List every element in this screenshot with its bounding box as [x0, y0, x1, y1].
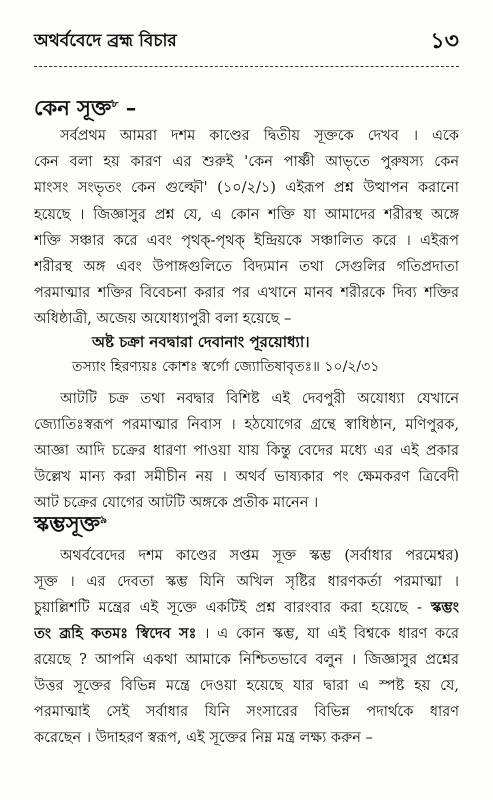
paragraph-line: আট চক্রের যোগের আটটি অঙ্গকে প্রতীক মানেন ।	[34, 495, 319, 511]
paragraph-line	[34, 622, 459, 646]
running-header	[34, 28, 459, 58]
paragraph-line: কেন বলা হয় কারণ এর শুরুই 'কেন পার্ষ্ণী আভৃতে পুরুষস্য কেন	[34, 154, 459, 170]
paragraph-line: আজ্ঞা আদি চক্রের ধারণা পাওয়া যায় কিন্তু বেদের মধ্যে এর এই প্রকার	[34, 443, 459, 459]
line-text: চুয়াল্লিশটি মন্ত্রের এই সূক্তে একটিই প্রশ্ন বারংবার করা হয়েছে -	[34, 600, 431, 616]
paragraph-line: আটটি চক্র তথা নবদ্বার বিশিষ্ট এই দেবপুরী অযোধ্যা যেখানে	[60, 391, 459, 407]
running-title: অথর্ববেদে ব্রহ্ম বিচার	[34, 31, 177, 51]
paragraph-line: পরমাত্মার শক্তির বিবেচনা করার পর এখানে মানব শরীরকে দিব্য শক্তির	[34, 285, 459, 301]
verse-line-1: অষ্ট চক্রা নবদ্বারা দেবানাং পূরয়োধ্যা।	[92, 333, 310, 351]
section-heading-text: স্কম্ভসূক্ত	[34, 511, 101, 536]
footnote-marker: ৯	[100, 513, 108, 526]
mantra-quote: স্কম্ভং	[430, 599, 459, 616]
paragraph-line: জ্যোতিঃস্বরূপ পরমাত্মার নিবাস । হঠযোগের গ্রন্থে স্বাধিষ্ঠান, মণিপুরক,	[34, 417, 459, 433]
page-number: ১৩	[430, 28, 459, 54]
paragraph-line: সর্বপ্রথম আমরা দশম কাণ্ডের দ্বিতীয় সূক্তকে দেখব । একে	[60, 128, 459, 144]
paragraph-line	[34, 596, 459, 620]
section-heading-text: কেন সূক্ত	[34, 95, 112, 120]
footnote-marker: ৮	[111, 97, 119, 110]
paragraph-line: হয়েছে । জিজ্ঞাসুর প্রশ্ন যে, এ কোন শক্তি যা আমাদের শরীরস্থ অঙ্গে	[34, 207, 459, 223]
section-heading-skambha	[34, 508, 107, 543]
paragraph-line: অথর্ববেদের দশম কাণ্ডের সপ্তম সূক্ত স্কম্ভ (সর্বাধার পরমেশ্বর)	[60, 548, 459, 564]
paragraph-line: রয়েছে ? আপনি একথা আমাকে নিশ্চিতভাবে বলুন । জিজ্ঞাসুর প্রশ্নের	[34, 652, 459, 668]
paragraph-line: শক্তি সঞ্চার করে এবং পৃথক্-পৃথক্ ইন্দ্রিয়কে সঞ্চালিত করে । এইরূপ	[34, 233, 459, 249]
paragraph-line: অধিষ্ঠাত্রী, অজেয় অযোধ্যাপুরী বলা হয়েছে –	[34, 311, 292, 327]
line-text: । এ কোন স্কম্ভ, যা এই বিশ্বকে ধারণ করে	[196, 626, 459, 642]
paragraph-line: পরমাত্মাই সেই সর্বাধার যিনি সংসারের বিভিন্ন পদার্থকে ধারণ	[34, 704, 459, 720]
paragraph-line: উল্লেখ মান্য করা সমীচীন নয় । অথর্ব ভাষ্যকার পং ক্ষেমকরণ ত্রিবেদী	[34, 469, 459, 485]
header-divider	[34, 66, 459, 67]
section-heading-kena	[34, 92, 136, 127]
paragraph-line: শরীরস্থ অঙ্গ এবং উপাঙ্গগুলিতে বিদ্যমান তথা সেগুলির গতিপ্রদাতা	[34, 259, 459, 275]
paragraph-line: মাংসং সংভৃতং কেন গুল্ফৌ' (১০/২/১) এইরূপ প্রশ্ন উত্থাপন করানো	[34, 180, 459, 196]
verse-line-2: তস্যাং হিরণ্যয়ঃ কোশঃ স্বর্গো জ্যোতিষাবৃতঃ॥ ১০/২/৩১	[72, 359, 380, 375]
paragraph-line: সূক্ত । এর দেবতা স্কম্ভ যিনি অখিল সৃষ্টির ধারণকর্তা পরমাত্মা ।	[34, 574, 459, 590]
heading-dash: –	[118, 95, 137, 120]
paragraph-line: করেছেন । উদাহরণ স্বরূপ, এই সূক্তের নিম্ন মন্ত্র লক্ষ্য করুন –	[34, 730, 373, 746]
paragraph-line: উত্তর সূক্তের বিভিন্ন মন্ত্রে দেওয়া হয়েছে যার দ্বারা এ স্পষ্ট হয় যে,	[34, 678, 459, 694]
mantra-quote: তং ব্রূহি কতমঃ স্বিদেব সঃ	[34, 625, 197, 642]
